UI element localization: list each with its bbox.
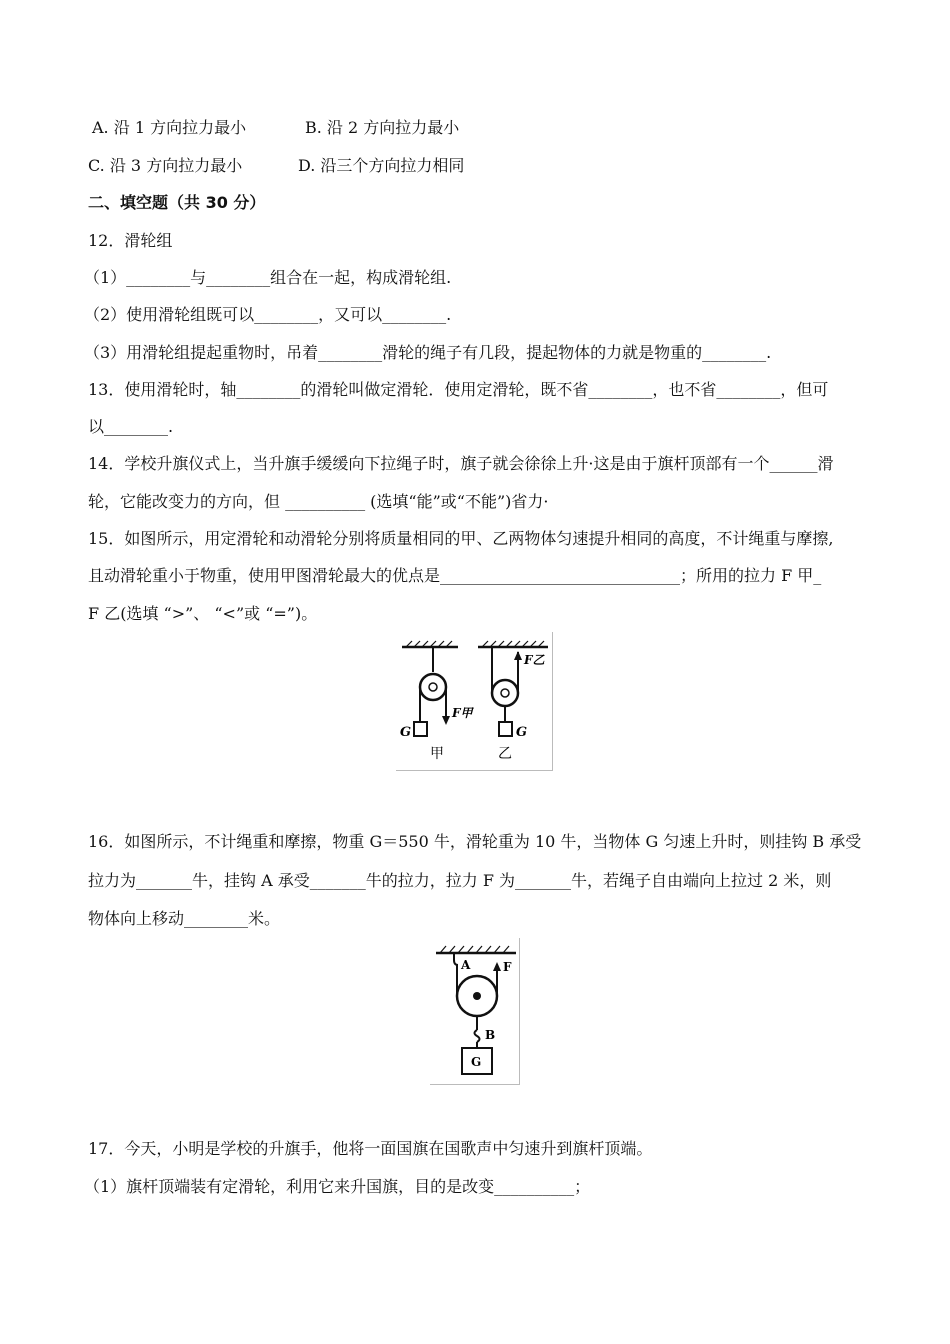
q15-left-force-label: F甲 xyxy=(452,706,473,720)
pulley-diagram-q15 xyxy=(396,632,552,770)
q12-part2: （2）使用滑轮组既可以________，又可以________. xyxy=(84,305,452,324)
option-b: B. 沿 2 方向拉力最小 xyxy=(305,118,460,137)
option-a: A. 沿 1 方向拉力最小 xyxy=(92,118,247,137)
q15-right-force-label: F乙 xyxy=(524,653,545,667)
q14-line1: 14．学校升旗仪式上，当升旗手缓缓向下拉绳子时，旗子就会徐徐上升·这是由于旗杆顶部有一个______滑 xyxy=(88,454,834,473)
q15-left-caption: 甲 xyxy=(430,746,444,762)
q15-right-caption: 乙 xyxy=(498,746,512,762)
pulley-diagram-q16 xyxy=(430,938,519,1084)
q15-line1: 15．如图所示，用定滑轮和动滑轮分别将质量相同的甲、乙两物体匀速提升相同的高度，不计绳重与摩擦, xyxy=(88,529,834,548)
pulley-figure-q15 xyxy=(396,632,553,771)
q16-force-label: F xyxy=(503,960,512,974)
section-title: 二、填空题（共 30 分） xyxy=(88,193,266,212)
q15-left-load-label: G xyxy=(400,725,412,740)
q12-part3: （3）用滑轮组提起重物时，吊着________滑轮的绳子有几段，提起物体的力就是物重的________. xyxy=(84,343,772,362)
q17-line1: 17．今天，小明是学校的升旗手，他将一面国旗在国歌声中匀速升到旗杆顶端。 xyxy=(88,1139,653,1158)
q16-line1: 16．如图所示，不计绳重和摩擦，物重 G＝550 牛，滑轮重为 10 牛，当物体 G 匀速上升时，则挂钩 B 承受 xyxy=(88,832,862,851)
q17-part1: （1）旗杆顶端装有定滑轮，利用它来升国旗，目的是改变__________； xyxy=(84,1177,591,1196)
q16-hook-a-label: A xyxy=(461,958,471,972)
q13-line1: 13．使用滑轮时，轴________的滑轮叫做定滑轮．使用定滑轮，既不省________，也不省________，但可 xyxy=(88,380,829,399)
q12-part1: （1）________与________组合在一起，构成滑轮组. xyxy=(84,268,452,287)
option-c: C. 沿 3 方向拉力最小 xyxy=(88,156,243,175)
q16-line3: 物体向上移动________米。 xyxy=(88,909,281,928)
q16-hook-b-label: B xyxy=(485,1028,496,1042)
pulley-figure-q16 xyxy=(430,938,520,1085)
q13-line2: 以________. xyxy=(88,417,174,436)
q15-line2: 且动滑轮重小于物重，使用甲图滑轮最大的优点是______________________________；所用的拉力 F 甲_ xyxy=(88,566,822,585)
option-d: D. 沿三个方向拉力相同 xyxy=(298,156,465,175)
q16-load-label: G xyxy=(471,1055,482,1069)
q15-right-load-label: G xyxy=(516,725,528,740)
q14-line2: 轮，它能改变力的方向，但 __________ (选填“能”或“不能”)省力· xyxy=(88,492,549,511)
q15-line3: F 乙(选填 “>”、 “<”或 “=”)。 xyxy=(88,604,318,623)
q12-title: 12．滑轮组 xyxy=(88,231,173,250)
q16-line2: 拉力为_______牛，挂钩 A 承受_______牛的拉力，拉力 F 为_______牛，若绳子自由端向上拉过 2 米，则 xyxy=(88,871,832,890)
